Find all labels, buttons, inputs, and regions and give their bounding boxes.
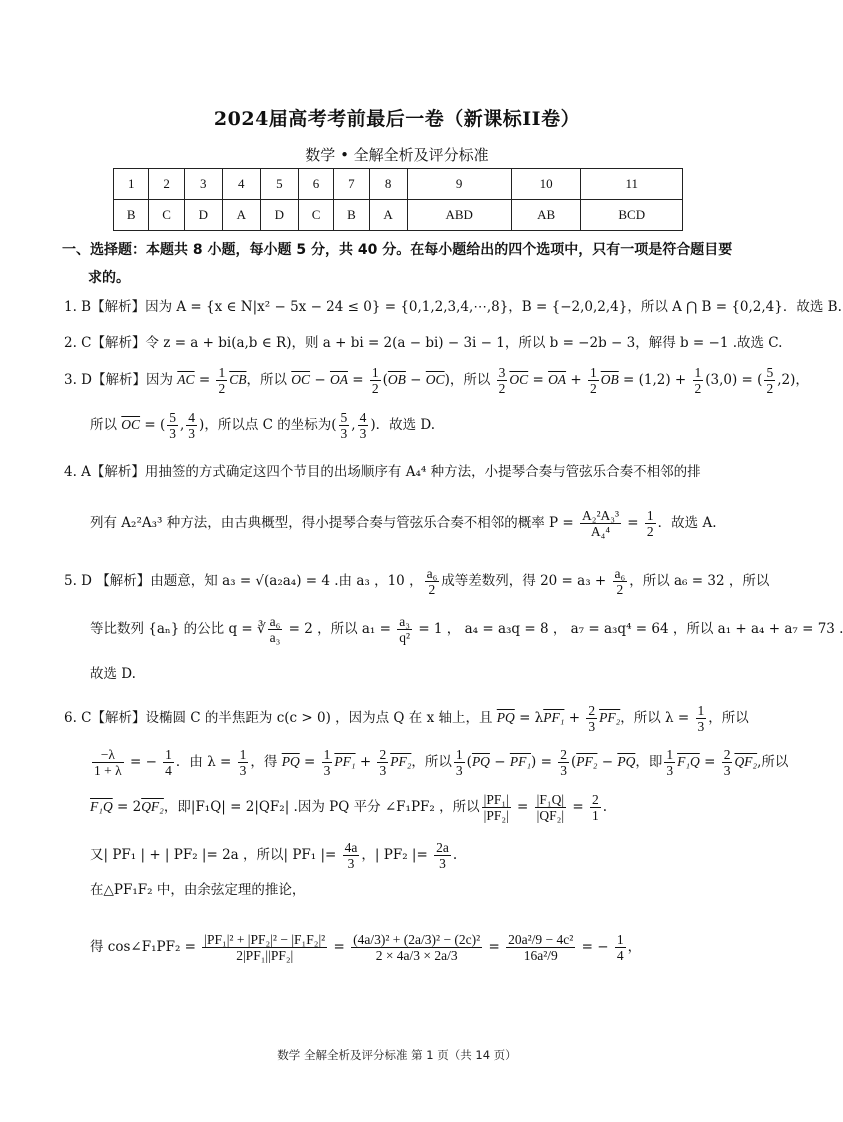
q3-eq: (3,0) = ( (705, 372, 763, 388)
q3-text: 所以 (90, 417, 122, 433)
den: |PF₂| (483, 808, 509, 823)
num: |PF₁|² + |PF₂|² − |F₁F₂|² (204, 932, 326, 947)
num: 5 (169, 410, 176, 425)
fraction (202, 932, 327, 963)
vector-pf2: PF₂ (599, 710, 621, 725)
q6-text: . (452, 847, 458, 863)
q3-text: ．故选 D. (375, 417, 436, 433)
num: a₆ (614, 566, 626, 581)
q4-eq: = (623, 515, 643, 531)
vector-qf2: QF₂ (141, 799, 164, 814)
q5-text: 5. D 【解析】由题意，知 a₃ = √(a₂a₄) = 4 .由 a₃ ，10 ， (64, 573, 423, 589)
paren: ( (331, 417, 337, 433)
den: 3 (723, 763, 731, 778)
vector-cb: $\overline{CB}$ (229, 372, 247, 387)
q6-eq: = − (577, 939, 613, 955)
q6-text: ，| PF₂ |= (361, 847, 433, 863)
question-number-cell: 3 (184, 169, 222, 200)
answer-cell: A (222, 200, 260, 231)
fraction (482, 792, 511, 823)
den: 2 (498, 381, 506, 396)
q6-eq: = − (125, 754, 162, 770)
fraction (588, 365, 599, 396)
paren: ( (570, 754, 577, 770)
q5-text: 成等差数列，得 20 = a₃ + (441, 573, 611, 589)
fraction (506, 932, 575, 963)
question-4-solution-line-1: 4. A【解析】用抽签的方式确定这四个节目的出场顺序有 A₄⁴ 种方法，小提琴合奏与管弦乐合奏不相邻的排 (64, 464, 701, 480)
q6-text: ．由 λ = (175, 754, 236, 770)
num: 1 (694, 365, 702, 380)
fraction (434, 840, 451, 871)
den: 16a²/9 (523, 948, 558, 963)
vector-ob: $\overline{OB}$ (600, 372, 619, 387)
answer-table (113, 168, 683, 231)
question-6-solution-line-6 (90, 932, 750, 963)
question-5-solution-line-1 (64, 566, 770, 597)
fraction (497, 365, 508, 396)
question-3-solution-line-2 (90, 410, 750, 441)
num: 4a (344, 840, 358, 855)
q6-eq: = (568, 799, 588, 815)
q3-text: ，所以 (246, 372, 292, 388)
q6-text: . (602, 799, 607, 815)
vector-ac: $\overline{AC}$ (177, 372, 195, 387)
fraction (535, 792, 566, 823)
q6-text: ，所以 (708, 710, 749, 726)
fraction (764, 365, 775, 396)
den: 3 (323, 763, 331, 778)
num: a₃ (397, 614, 412, 630)
num: 1 (455, 747, 463, 762)
q5-text: = 1 ， a₄ = a₃q = 8 ， a₇ = a₃q⁴ = 64 ，所以 a₁ + a₄ + a₇ = 73 . (414, 621, 843, 637)
fraction (664, 747, 675, 778)
q3-eq: = (1,2) + (618, 372, 691, 388)
fraction (580, 508, 621, 539)
q6-eq: = (699, 754, 720, 770)
vector-oc: $\overline{OC}$ (121, 417, 141, 432)
den: 2 (616, 582, 624, 597)
question-number-cell: 8 (369, 169, 407, 200)
q3-eq: ,2)， (777, 372, 809, 388)
vector-pf2: PF₂ (390, 754, 412, 769)
fraction (92, 747, 124, 778)
fraction (645, 508, 656, 539)
vector-pf2: PF₂ (576, 754, 598, 769)
fraction (339, 410, 350, 441)
q6-text: ，所以 (411, 754, 452, 770)
num: 2a (436, 840, 449, 855)
answer-cell: BCD (581, 200, 683, 231)
q4-text: ．故选 A. (657, 515, 717, 531)
num: 1 (646, 508, 654, 523)
num: a₆ (269, 614, 281, 629)
paren: ( (466, 754, 472, 770)
q3-eq: = (347, 372, 368, 388)
question-2-solution: 2. C【解析】令 z = a + bi(a,b ∈ R)，则 a + bi = 2(a − bi) − 3i − 1，所以 b = −2b − 3，解得 b = −1 .故选 C. (64, 335, 783, 351)
question-number-cell: 10 (511, 169, 581, 200)
question-number-cell: 7 (334, 169, 369, 200)
page-subtitle: 数学 • 全解全析及评分标准 (305, 146, 489, 164)
comma: , (180, 417, 185, 433)
fraction (590, 792, 601, 823)
num: 1 (218, 365, 226, 380)
den: 2 (766, 381, 774, 396)
paren: ( (159, 417, 166, 433)
num: 5 (340, 410, 348, 425)
question-5-solution-line-3: 故选 D. (90, 666, 136, 682)
q6-eq: = (512, 799, 533, 815)
num: (4a/3)² + (2a/3)² − (2c)² (353, 932, 481, 947)
num: 4 (188, 410, 196, 425)
fraction (322, 747, 333, 778)
q6-text: 6. C【解析】设椭圆 C 的半焦距为 c(c > 0) ，因为点 Q 在 x 轴上，且 (64, 710, 497, 726)
num: −λ (92, 747, 124, 763)
den: 2 (646, 524, 654, 539)
paren: ) (444, 372, 450, 388)
fraction (696, 703, 707, 734)
vector-qf2: QF₂ (734, 754, 758, 769)
answer-cell: AB (511, 200, 581, 231)
fraction (268, 614, 283, 645)
q6-text: ，即|F₁Q| = 2|QF₂| .因为 PQ 平分 ∠F₁PF₂ ，所以 (163, 799, 480, 815)
answer-table-number-row (114, 169, 683, 200)
den: 2 (428, 582, 436, 597)
fraction (377, 747, 388, 778)
vector-ob: $\overline{OB}$ (387, 372, 406, 387)
num: 1 (323, 747, 331, 762)
answer-cell: C (298, 200, 333, 231)
q6-text: ，所以 λ = (620, 710, 694, 726)
den: 1 (591, 808, 599, 823)
den: 3 (697, 719, 705, 734)
den: 3 (379, 763, 387, 778)
question-4-solution-line-2 (90, 508, 750, 539)
q6-text: ， (627, 939, 642, 955)
section-heading-cont: 求的。 (88, 270, 130, 286)
vector-pq: $\overline{PQ}$ (496, 710, 515, 725)
question-number-cell: 5 (260, 169, 298, 200)
question-3-solution-line-1 (64, 365, 809, 396)
question-6-solution-line-3 (90, 792, 750, 823)
num: 2 (560, 747, 567, 762)
q3-text: 3. D【解析】因为 (64, 372, 178, 388)
q6-text: 得 cos∠F₁PF₂ = (90, 939, 201, 955)
num: 1 (589, 365, 597, 380)
den: q² (399, 630, 411, 645)
paren: ( (382, 372, 388, 388)
answer-cell: D (184, 200, 222, 231)
fraction (586, 703, 597, 734)
num: 2 (379, 747, 387, 762)
vector-f1q: F₁Q (677, 754, 700, 769)
num: A₂²A₃³ (582, 508, 620, 523)
question-6-solution-line-5: 在△PF₁F₂ 中，由余弦定理的推论， (90, 882, 306, 898)
question-1-solution: 1. B【解析】因为 A = {x ∈ N|x² − 5x − 24 ≤ 0} = {0,1,2,3,4,⋯,8}，B = {−2,0,2,4}，所以 A ⋂ B = {0,2,4}．故选 B. (64, 299, 842, 315)
num: 1 (371, 365, 379, 380)
fraction (351, 932, 482, 963)
question-6-solution-line-2 (90, 747, 789, 778)
num: 1 (165, 747, 172, 762)
den: 3 (359, 426, 367, 441)
question-6-solution-line-4 (90, 840, 750, 871)
vector-oc: $\overline{OC}$ (291, 372, 311, 387)
den: 3 (169, 426, 176, 441)
fraction (722, 747, 733, 778)
den: 2|PF₁||PF₂| (236, 948, 294, 963)
q5-text: ，所以 a₆ = 32 ，所以 (629, 573, 770, 589)
fraction (397, 614, 412, 645)
answer-cell: B (334, 200, 369, 231)
answer-table-answer-row (114, 200, 683, 231)
fraction (358, 410, 369, 441)
q3-text: ，所以点 C 的坐标为 (204, 417, 332, 433)
answer-cell: A (369, 200, 407, 231)
den: 3 (439, 856, 446, 871)
q6-text: ，得 (250, 754, 282, 770)
num: |F₁Q| (536, 792, 565, 807)
vector-oc: $\overline{OC}$ (425, 372, 445, 387)
den: 2 (218, 381, 226, 396)
page-footer: 数学 全解全析及评分标准 第 1 页（共 14 页） (277, 1048, 517, 1062)
question-number-cell: 4 (222, 169, 260, 200)
den: 2 (589, 381, 597, 396)
vector-pf1: PF₁ (509, 754, 532, 769)
fraction (238, 747, 249, 778)
q5-text: 等比数列 {aₙ} 的公比 q = ∛ (90, 621, 266, 637)
num: 1 (239, 747, 247, 762)
den: 3 (455, 763, 463, 778)
q6-op: + (355, 754, 376, 770)
den: 4 (616, 948, 624, 963)
num: 1 (616, 932, 624, 947)
num: a₆ (426, 566, 438, 581)
q6-op: + (564, 710, 585, 726)
vector-pq: $\overline{PQ}$ (617, 754, 636, 769)
q3-op: − (405, 372, 426, 388)
question-6-solution-line-1 (64, 703, 749, 734)
fraction (343, 840, 360, 871)
fraction (693, 365, 704, 396)
q6-text: = λ (514, 710, 544, 726)
question-number-cell: 9 (407, 169, 511, 200)
vector-oa: $\overline{OA}$ (548, 372, 567, 387)
q3-eq: = (140, 417, 160, 433)
den: a₃ (269, 630, 281, 645)
num: 2 (723, 747, 731, 762)
den: 3 (239, 763, 247, 778)
vector-pf1: PF₁ (334, 754, 356, 769)
fraction (615, 932, 626, 963)
question-5-solution-line-2 (90, 614, 843, 645)
question-number-cell: 2 (149, 169, 184, 200)
den: 4 (165, 763, 172, 778)
num: 5 (766, 365, 774, 380)
fraction (370, 365, 381, 396)
q3-op: − (310, 372, 330, 388)
q6-op: − (597, 754, 618, 770)
page-title: 2024届高考考前最后一卷（新课标II卷） (213, 108, 581, 130)
fraction (425, 566, 440, 597)
q6-eq: = (484, 939, 505, 955)
section-heading: 一、选择题：本题共 8 小题，每小题 5 分，共 40 分。在每小题给出的四个选项中，只有一项是符合题目要 (62, 242, 733, 258)
num: |PF₁| (483, 792, 509, 807)
q3-eq: = (194, 372, 215, 388)
q6-eq: ) = (531, 754, 557, 770)
answer-cell: ABD (407, 200, 511, 231)
num: 20a²/9 − 4c² (508, 932, 574, 947)
question-number-cell: 6 (298, 169, 333, 200)
num: 2 (591, 792, 599, 807)
den: 3 (560, 763, 567, 778)
den: 2 × 4a/3 × 2a/3 (375, 948, 458, 963)
q6-text: 又| PF₁ | + | PF₂ |= 2a ，所以| PF₁ |= (90, 847, 341, 863)
q6-eq: = (329, 939, 350, 955)
q6-text: ,所以 (757, 754, 789, 770)
fraction (558, 747, 569, 778)
den: 3 (666, 763, 674, 778)
q6-op: − (489, 754, 510, 770)
vector-pq: $\overline{PQ}$ (471, 754, 490, 769)
paren: ) (199, 417, 205, 433)
den: 3 (188, 426, 196, 441)
den: 3 (588, 719, 596, 734)
num: 3 (498, 365, 506, 380)
question-number-cell: 11 (581, 169, 683, 200)
den: 1 + λ (94, 763, 122, 778)
q6-eq: = (299, 754, 320, 770)
answer-cell: D (260, 200, 298, 231)
vector-pq: $\overline{PQ}$ (281, 754, 300, 769)
num: 1 (666, 747, 674, 762)
q3-text: ，所以 (449, 372, 495, 388)
answer-cell: C (149, 200, 184, 231)
fraction (613, 566, 628, 597)
den: 3 (340, 426, 348, 441)
num: 1 (697, 703, 705, 718)
paren: ) (370, 417, 376, 433)
den: 2 (694, 381, 702, 396)
den: 3 (347, 856, 355, 871)
q6-text: ，即 (635, 754, 663, 770)
num: 4 (359, 410, 367, 425)
question-number-cell: 1 (114, 169, 149, 200)
q6-eq: = 2 (112, 799, 142, 815)
den: 2 (371, 381, 379, 396)
vector-pf1: PF₁ (543, 710, 565, 725)
den: |QF₂| (536, 808, 565, 823)
vector-f1q: F₁Q (90, 799, 113, 814)
answer-cell: B (114, 200, 149, 231)
fraction (163, 747, 174, 778)
fraction (454, 747, 465, 778)
den: A₄⁴ (590, 524, 611, 539)
fraction (167, 410, 178, 441)
q3-op: + (566, 372, 586, 388)
comma: , (351, 417, 356, 433)
vector-oa: $\overline{OA}$ (329, 372, 348, 387)
fraction (216, 365, 227, 396)
fraction (186, 410, 197, 441)
vector-oc: $\overline{OC}$ (509, 372, 529, 387)
q5-text: = 2 ，所以 a₁ = (284, 621, 396, 637)
num: 2 (588, 703, 596, 718)
q4-text: 列有 A₂²A₃³ 种方法，由古典概型，得小提琴合奏与管弦乐合奏不相邻的概率 P = (90, 515, 578, 531)
q3-eq: = (528, 372, 549, 388)
